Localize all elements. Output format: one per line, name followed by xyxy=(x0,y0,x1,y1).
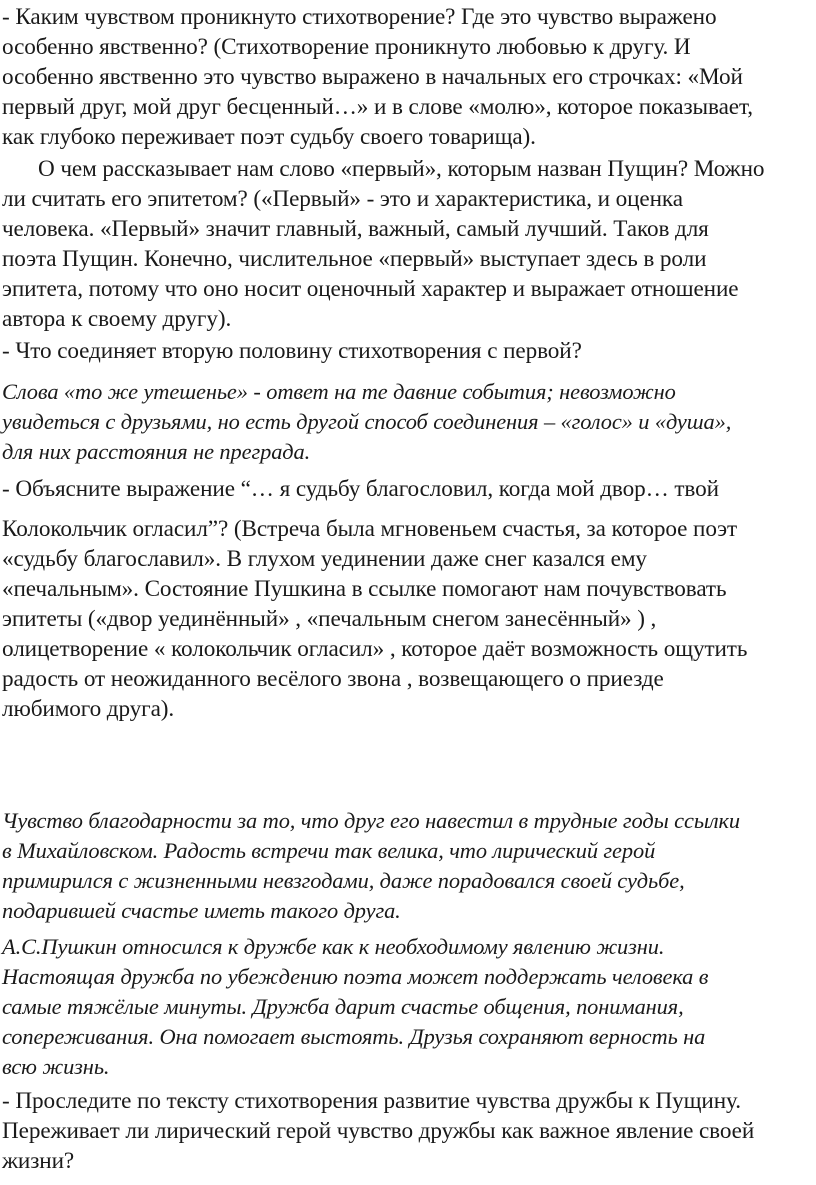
text-line: первый друг, мой друг бесценный…» и в слове «молю», которое показывает, xyxy=(2,94,753,120)
text-line: - Объясните выражение “… я судьбу благословил, когда мой двор… твой xyxy=(2,476,719,502)
text-line: Настоящая дружба по убеждению поэта может поддержать человека в xyxy=(2,964,709,989)
text-line: радость от неожиданного весёлого звона , возвещающего о приезде xyxy=(2,666,664,692)
text-line: Переживает ли лирический герой чувство дружбы как важное явление своей xyxy=(2,1118,755,1144)
text-line: как глубоко переживает поэт судьбу своего товарища). xyxy=(2,124,536,150)
text-line: «печальным». Состояние Пушкина в ссылке помогают нам почувствовать xyxy=(2,576,727,602)
text-line: примирился с жизненными невзгодами, даже порадовался своей судьбе, xyxy=(2,868,685,893)
text-line: автора к своему другу). xyxy=(2,306,232,332)
text-line: А.С.Пушкин относился к дружбе как к необходимому явлению жизни. xyxy=(2,934,665,959)
paragraph-question-trace xyxy=(2,1086,814,1176)
text-line: - Каким чувством проникнуто стихотворение? Где это чувство выражено xyxy=(2,4,717,30)
text-line: самые тяжёлые минуты. Дружба дарит счастье общения, понимания, xyxy=(2,994,684,1019)
text-line: «судьбу благославил». В глухом уединении даже снег казался ему xyxy=(2,546,647,572)
text-line: Колокольчик огласил”? (Встреча была мгновеньем счастья, за которое поэт xyxy=(2,516,738,542)
text-line: олицетворение « колокольчик огласил» , которое даёт возможность ощутить xyxy=(2,636,748,662)
text-line: увидеться с друзьями, но есть другой способ соединения – «голос» и «душа», xyxy=(2,409,732,434)
text-line: подарившей счастье иметь такого друга. xyxy=(2,898,401,923)
text-line: ли считать его эпитетом? («Первый» - это и характеристика, и оценка xyxy=(2,186,683,212)
text-line: Чувство благодарности за то, что друг его навестил в трудные годы ссылки xyxy=(2,808,741,833)
paragraph-gratitude xyxy=(2,806,814,926)
text-line: - Что соединяет вторую половину стихотворения с первой? xyxy=(2,338,582,364)
text-line: жизни? xyxy=(2,1148,75,1174)
text-line: всю жизнь. xyxy=(2,1054,110,1079)
text-line: - Проследите по тексту стихотворения развитие чувства дружбы к Пущину. xyxy=(2,1088,741,1114)
text-line: эпитета, потому что оно носит оценочный характер и выражает отношение xyxy=(2,276,739,302)
text-line: поэта Пущин. Конечно, числительное «первый» выступает здесь в роли xyxy=(2,246,707,272)
text-line: для них расстояния не преграда. xyxy=(2,439,311,464)
text-line: эпитеты («двор уединённый» , «печальным снегом занесённый» ) , xyxy=(2,606,657,632)
paragraph-question-feeling xyxy=(2,2,814,152)
paragraph-question-connection xyxy=(2,336,814,366)
paragraph-friendship xyxy=(2,932,814,1082)
text-line: человека. «Первый» значит главный, важный, самый лучший. Таков для xyxy=(2,216,709,242)
text-line: особенно явственно это чувство выражено в начальных его строчках: «Мой xyxy=(2,64,743,90)
text-line: в Михайловском. Радость встречи так велика, что лирический герой xyxy=(2,838,656,863)
text-line: Слова «то же утешенье» - ответ на те давние события; невозможно xyxy=(2,379,676,404)
text-line: О чем рассказывает нам слово «первый», которым назван Пущин? Можно xyxy=(38,156,765,182)
text-line: любимого друга). xyxy=(2,696,175,722)
paragraph-word-first xyxy=(2,154,814,334)
paragraph-answer-consolation xyxy=(2,377,814,467)
text-line: сопереживания. Она помогает выстоять. Друзья сохраняют верность на xyxy=(2,1024,706,1049)
paragraph-question-explain xyxy=(2,474,814,504)
paragraph-answer-bell xyxy=(2,514,814,724)
text-line: особенно явственно? (Стихотворение проникнуто любовью к другу. И xyxy=(2,34,691,60)
